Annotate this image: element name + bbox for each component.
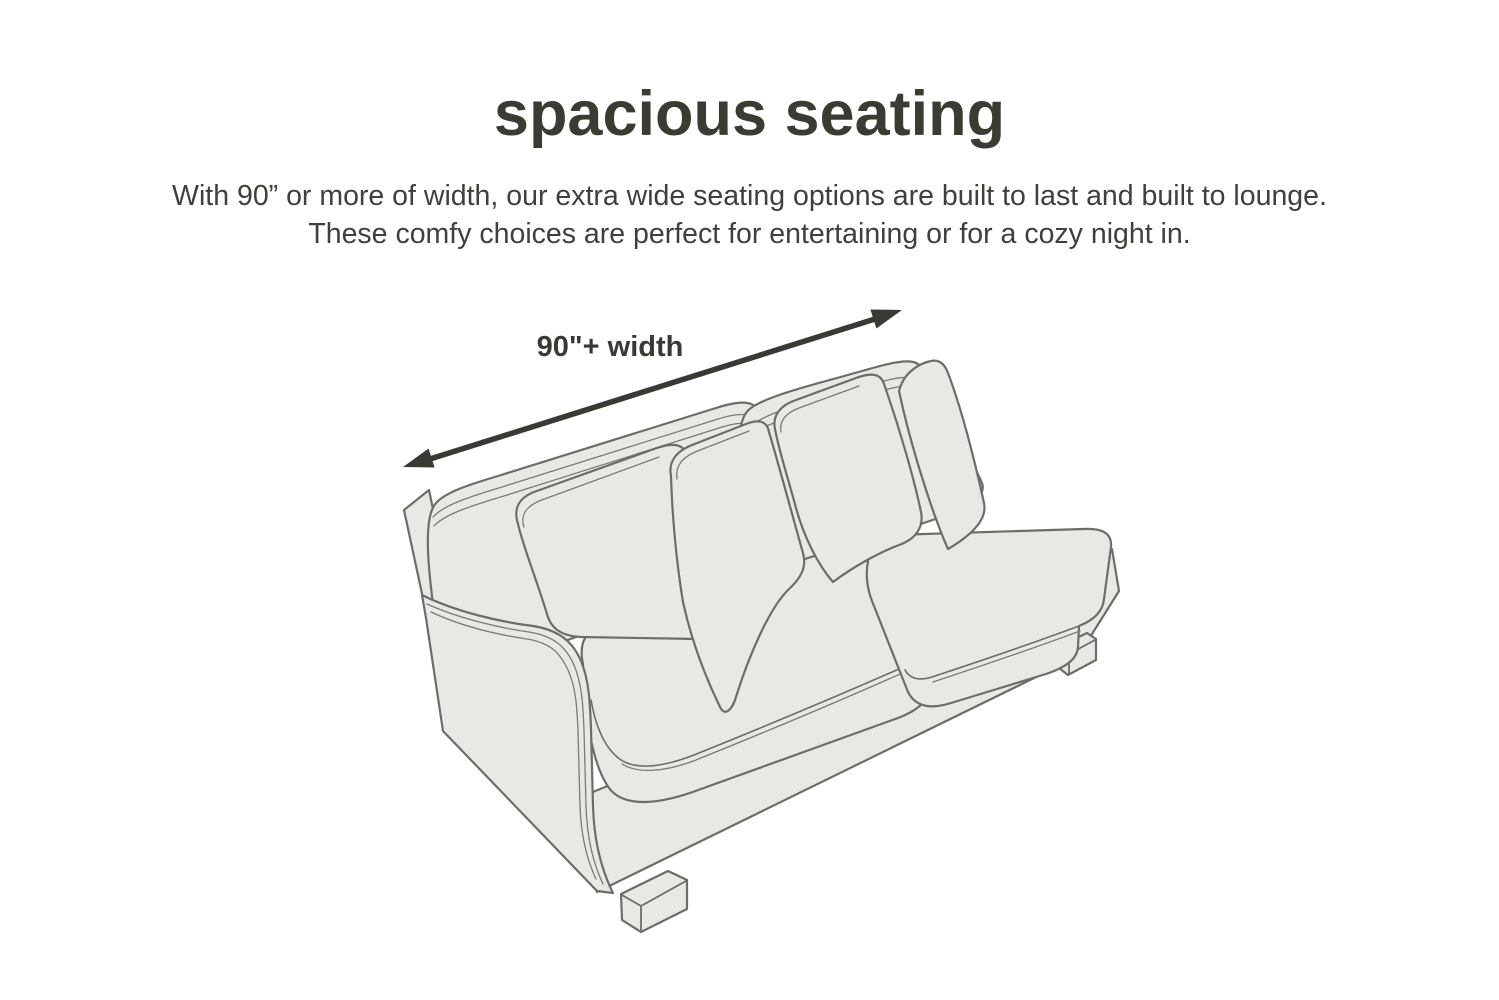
sofa-illustration	[404, 361, 1119, 932]
dimension-arrow-head-right	[870, 310, 902, 329]
sofa-seat-cushion-right	[867, 529, 1111, 706]
sofa-foot-front	[621, 871, 687, 932]
description-line-1: With 90” or more of width, our extra wide seating options are built to last and built to lounge.	[172, 180, 1327, 212]
description-line-2: These comfy choices are perfect for entertaining or for a cozy night in.	[308, 218, 1191, 250]
page-title: spacious seating	[493, 79, 1006, 149]
dimension-arrow-head-left	[403, 449, 435, 468]
dimension-label: 90"+ width	[536, 331, 684, 363]
